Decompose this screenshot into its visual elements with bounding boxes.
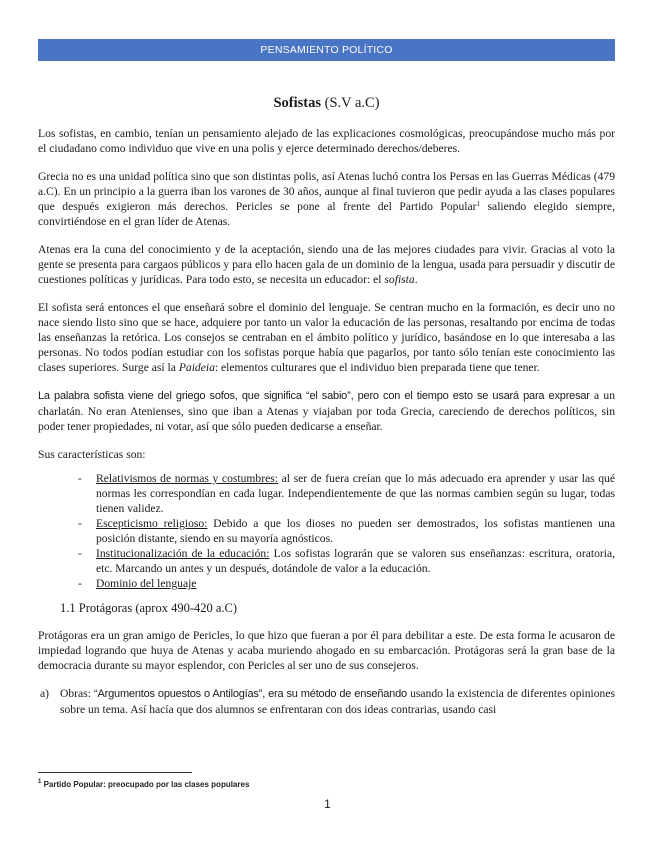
list-item-term: Escepticismo religioso: (96, 517, 208, 530)
list-dash: - (78, 547, 82, 560)
section-title-bold: Sofistas (273, 95, 321, 111)
list-item-term: Institucionalización de la educación: (96, 547, 270, 560)
list-item-desc: Debido a que los dioses no pueden ser demostrados, los sofistas mantienen una posición distante, siendo en su mayoría agnósticos. (96, 517, 615, 545)
characteristics-intro: Sus características son: (38, 448, 146, 461)
characteristics-list (38, 471, 615, 591)
page-header-bar (38, 39, 615, 61)
list-dash: - (78, 517, 82, 530)
header-title: PENSAMIENTO POLÍTICO (260, 44, 393, 56)
paragraph-3 (38, 242, 615, 287)
paragraph-3-italic: sofista (384, 273, 415, 286)
footnote-number: 1 (38, 779, 42, 785)
paragraph-3-text: Atenas era la cuna del conocimiento y de la aceptación, siendo una de las mejores ciudades para vivir. Gracias al voto la gente se presenta para cargaos públicos y para ello hacen gala de un dominio de la lengua, usada para persuadir y discutir de cuestiones políticas y jurídicas. Para todo esto, se necesita un educador: el (38, 243, 615, 286)
list-item (78, 516, 615, 546)
list-item-desc: al ser de fuera creían que lo más adecuado era aprender y usar las qué normas les correspondían en cada lugar. Independientemente de que las normas cambien según su lugar, todas tienen validez. (96, 472, 615, 515)
paragraph-6: Protágoras era un gran amigo de Pericles, lo que hizo que fueran a por él para debilitar a este. De esta forma le acusaron de impiedad logrando que huya de Atenas y acaba muriendo ahogado en su embarcación. Protágoras será la gran base de la democracia durante su mayor esplendor, con Pericles al ser uno de sus consejeros. (38, 629, 615, 672)
list-dash: - (78, 577, 82, 590)
paragraph-4 (38, 300, 615, 375)
footnote-ref[interactable]: 1 (476, 200, 480, 208)
section-title-rest: (S.V a.C) (321, 95, 380, 111)
page-number: 1 (324, 797, 331, 811)
paragraph-5-sans: La palabra sofista viene del griego sofos, que significa “el sabio”, pero con el tiempo esto se usará para expresar (38, 390, 590, 402)
list-item (78, 471, 615, 516)
paragraph-2-text: Grecia no es una unidad política sino que son distintas polis, así Atenas luchó contra los Persas en las Guerras Médicas (479 a.C). En un principio a la guerra iban los varones de 30 años, aunque al final tuvieron que pedir ayuda a las clases populares que después exigieron más derechos. Pericles se pone al frente del Partido Popular (38, 170, 615, 213)
paragraph-4-italic: Paideia (178, 361, 215, 374)
section-title (38, 95, 615, 112)
list-item (78, 576, 615, 591)
obras-item (38, 686, 615, 717)
paragraph-2 (38, 169, 615, 229)
obras-sans: “Argumentos opuestos o Antilogías”, era su método de enseñando (94, 688, 407, 700)
paragraph-2-tail: saliendo elegido siempre, convirtiéndose en el gran líder de Atenas. (38, 200, 615, 228)
obras-rest: usando la existencia de diferentes opiniones sobre un tema. Así hacía que dos alumnos se enfrentaran con dos ideas contrarias, usando casi (60, 687, 615, 716)
paragraph-1: Los sofistas, en cambio, tenían un pensamiento alejado de las explicaciones cosmológicas, preocupándose mucho más por el ciudadano como individuo que vive en una polis y ejerce determinado derechos/deberes. (38, 127, 615, 155)
paragraph-4-end: : elementos culturares que el individuo bien preparada tiene que tener. (214, 361, 540, 374)
paragraph-5-rest: a un charlatán. No eran Atenienses, sino que iban a Atenas y viajaban por toda Grecia, careciendo de derechos políticos, sin poder tener propiedades, ni votar, así que sólo pueden dedicarse a enseñar. (38, 389, 616, 433)
paragraph-3-end: . (414, 273, 418, 286)
list-item (78, 546, 615, 576)
obras-marker: a) (40, 687, 50, 700)
list-item-desc: Los sofistas lograrán que se valoren sus enseñanzas: escritura, oratoria, etc. Marcando un antes y un después, dotándole de valor a la educación. (96, 547, 615, 575)
paragraph-4-text: El sofista será entonces el que enseñará sobre el dominio del lenguaje. Se centran mucho en la formación, es decir uno no nace siendo listo sino que se hace, adquiere por tanto un valor la educación de las personas, resaltando por encima de todas las enseñanzas la retórica. Los consejos se centraban en el ámbito político y jurídico, basándose en lo que interesaba a las personas. No todos podían estudiar con los sofistas porque había que pagarlos, por tanto sólo tenían este conocimiento las clases superiores. Surge así la (38, 301, 615, 374)
list-dash: - (78, 472, 82, 485)
paragraph-5 (38, 388, 615, 434)
document-body (38, 95, 615, 717)
footnote-divider (38, 772, 192, 773)
subsection-heading: 1.1 Protágoras (aprox 490-420 a.C) (60, 601, 238, 615)
obras-label: Obras: (60, 687, 95, 700)
footnote (38, 780, 249, 789)
footnote-text: Partido Popular: preocupado por las clases populares (41, 780, 250, 789)
list-item-term: Dominio del lenguaje (96, 577, 197, 590)
list-item-term: Relativismos de normas y costumbres: (96, 472, 278, 485)
